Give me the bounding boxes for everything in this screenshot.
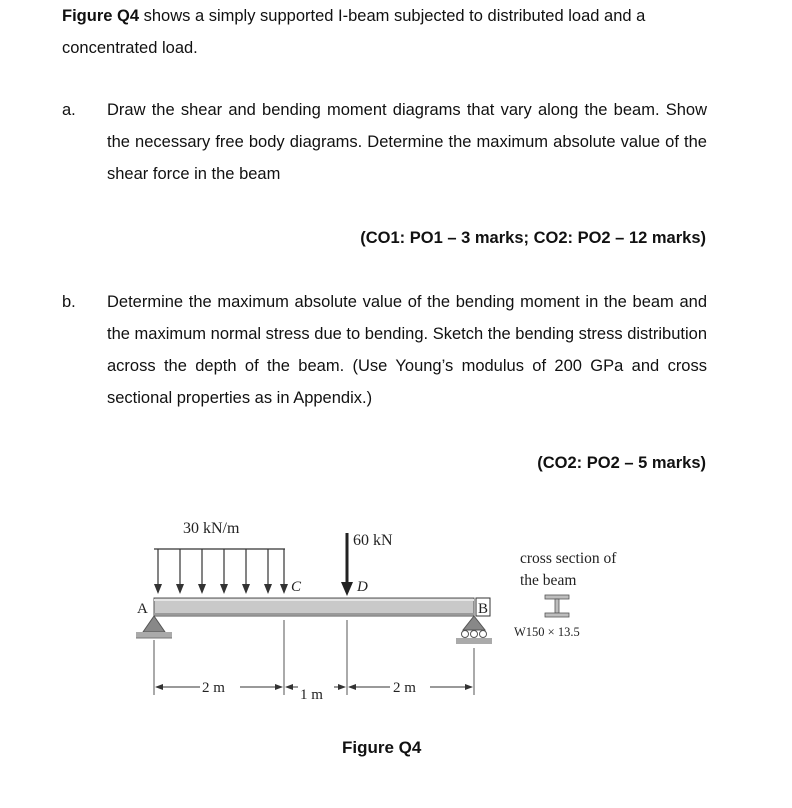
dimension-2-label: 1 m [300, 687, 323, 703]
question-a-marker: a. [62, 101, 76, 119]
distributed-load [154, 549, 288, 594]
distributed-load-label: 30 kN/m [183, 520, 240, 537]
point-a-label: A [137, 601, 148, 617]
point-load-arrow [341, 533, 353, 596]
question-b-marks: (CO2: PO2 – 5 marks) [537, 454, 706, 472]
point-load-label: 60 kN [353, 532, 393, 549]
intro-text: shows a simply supported I-beam subjected to distributed load and a concentrated load. [62, 7, 646, 57]
cross-section-label-line2: the beam [520, 572, 577, 589]
i-beam-section-icon [545, 595, 569, 617]
point-c-label: C [291, 579, 302, 595]
question-b-text: Determine the maximum absolute value of the bending moment in the beam and the maximum normal stress due to bending. Sketch the bending stress distribution across the depth of the beam. (Use Young’s modulus of 200 GPa and cross sectional properties as in Appendix.) [107, 293, 707, 407]
figure-caption: Figure Q4 [342, 738, 422, 757]
point-b-label: B [478, 601, 489, 617]
roller-support-b [456, 616, 492, 644]
question-a-marks: (CO1: PO1 – 3 marks; CO2: PO2 – 12 marks) [360, 229, 706, 247]
section-designation: W150 × 13.5 [514, 625, 580, 639]
figure-reference: Figure Q4 [62, 7, 140, 25]
beam [154, 598, 474, 616]
dimension-3-label: 2 m [393, 680, 416, 696]
dimension-1-label: 2 m [202, 680, 225, 696]
question-a-text: Draw the shear and bending moment diagrams that vary along the beam. Show the necessary free body diagrams. Determine the maximum absolute value of the shear force in the beam [107, 101, 707, 183]
point-d-label: D [357, 579, 368, 595]
cross-section-label-line1: cross section of [520, 550, 617, 567]
question-b-marker: b. [62, 293, 76, 311]
pin-support-a [136, 616, 172, 638]
